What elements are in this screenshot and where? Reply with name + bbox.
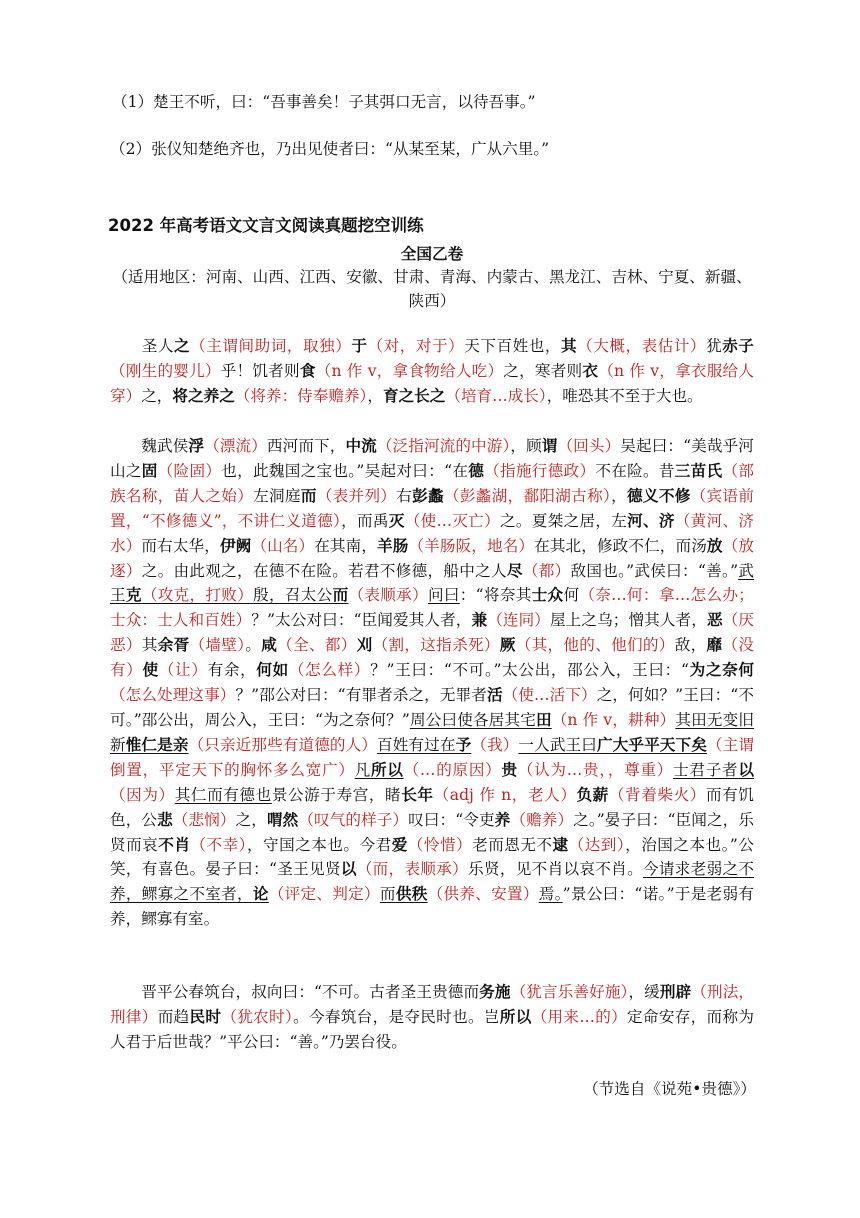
passage-paragraph-2: 魏武侯浮（漂流）西河而下，中流（泛指河流的中游），顾谓（回头）吴起曰：“美哉乎河山之固（险固）也，此魏国之宝也。”吴起对曰：“在德（指施行德政）不在险。昔三苗氏（部族名称，苗人之始）左洞庭而（表并列）右彭蠡（彭蠡湖，鄱阳湖古称），德义不修（宾语前置，“不修德义”，不讲仁义道德），而禹灭（使…灭亡）之。夏桀之居，左河、济（黄河、济水）而右太华，伊阙（山名）在其南，羊肠（羊肠阪，地名）在其北，修政不仁，而汤放（放逐）之。由此观之，在德不在险。若君不修德，船中之人尽（都）敌国也。”武侯曰：“善。”武王克（攻克，打败）殷，召太公而（表顺承）问曰：“将奈其士众何（奈…何：拿…怎么办；士众：士人和百姓）？”太公对曰：“臣闻爱其人者，兼（连同）屋上之乌；憎其人者，恶（厌恶）其余胥（墙壁）。咸（全、都）刈（割，这指杀死）厥（其，他的、他们的）敌，靡（没有）使（让）有余，何如（怎么样）？”王曰：“不可。”太公出，邵公入，王曰：“为之奈何（怎么处理这事）？”邵公对曰：“有罪者杀之，无罪者活（使…活下）之，何如？”王曰：“不可。”邵公出，周公入，王曰：“为之奈何？”周公曰使各居其宅田（n 作 v，耕种）其田无变旧新惟仁是亲（只亲近那些有道德的人）百姓有过在予（我）一人武王曰广大乎平天下矣（主谓倒置，平定天下的胸怀多么宽广）凡所以（…的原因）贵（认为…贵，，尊重）士君子者以（因为）其仁而有德也景公游于寿宫，睹长年（adj 作 n，老人）负薪（背着柴火）而有饥色，公悲（悲悯）之，喟然（叹气的样子）叹曰：“令吏养（赡养）之。”晏子曰：“臣闻之，乐贤而哀不肖（不幸），守国之本也。今君爱（怜惜）老而恩无不逮（达到），治国之本也。”公笑，有喜色。晏子曰：“圣王见贤以（而，表顺承）乐贤，见不肖以哀不肖。今请求老弱之不养，鳏寡之不室者，论（评定、判定）而供秩（供养、安置）焉。”景公曰：“诺。”于是老弱有养，鳏寡有室。 bbox=[110, 436, 754, 929]
exam-subtitle: 全国乙卷 bbox=[400, 244, 464, 263]
passage-paragraph-1: 圣人之（主谓间助词，取独）于（对，对于）天下百姓也，其（大概，表估计）犹赤子（刚生的婴儿）乎！饥者则食（n 作 v，拿食物给人吃）之，寒者则衣（n 作 v，拿衣服给人穿）之，将之养之（将养：侍奉赡养），育之长之（培育…成长），唯恐其不至于大也。 bbox=[110, 336, 754, 405]
passage-paragraph-3: 晋平公春筑台，叔向曰：“不可。古者圣王贵德而务施（犹言乐善好施），缓刑辟（刑法，刑律）而趋民时（犹农时）。今春筑台，是夺民时也。岂所以（用来…的）定命安存，而称为人君于后世哉？”平公曰：“善。”乃罢台役。 bbox=[110, 982, 754, 1051]
source-citation: （节选自《说苑•贵德》） bbox=[583, 1080, 756, 1098]
section-heading: 2022 年高考语文文言文阅读真题挖空训练 bbox=[108, 216, 424, 235]
region-note: （适用地区：河南、山西、江西、安徽、甘肃、青海、内蒙古、黑龙江、吉林、宁夏、新疆、陕西） bbox=[112, 268, 752, 310]
question-1: （1）楚王不听，曰：“吾事善矣！子其弭口无言，以待吾事。” bbox=[112, 93, 536, 111]
question-2: （2）张仪知楚绝齐也，乃出见使者曰：“从某至某，广从六里。” bbox=[110, 140, 550, 158]
